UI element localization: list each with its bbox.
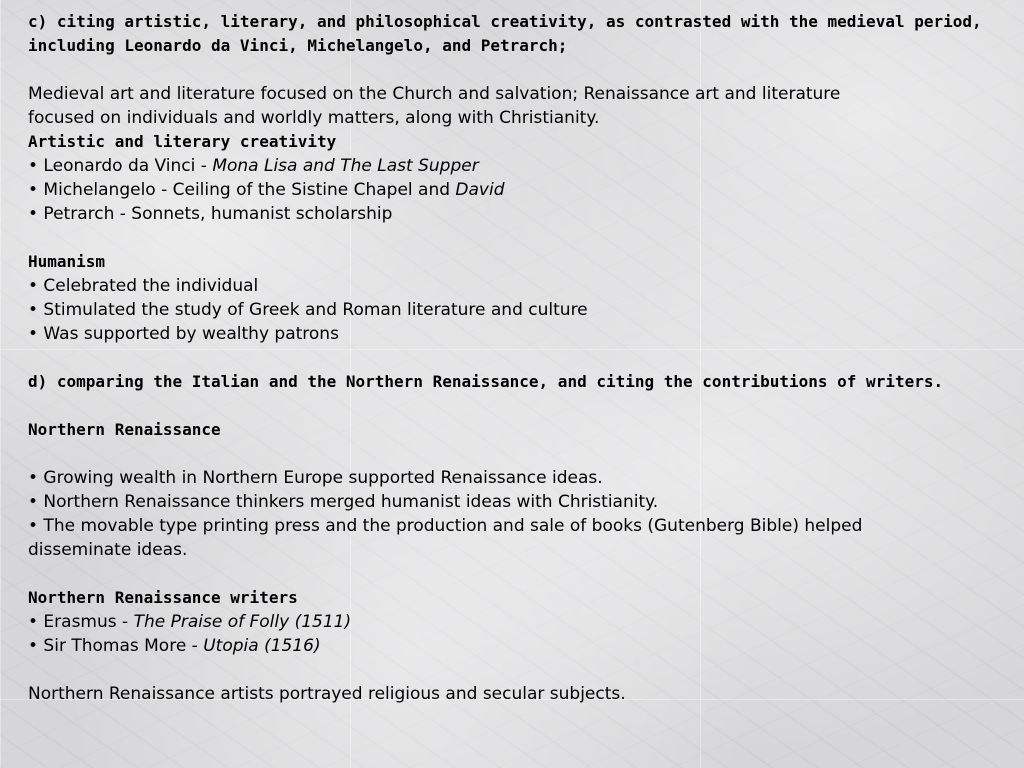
humanism-item: • Was supported by wealthy patrons (28, 324, 339, 344)
slide-content (28, 10, 1003, 706)
humanism-item: • Celebrated the individual (28, 276, 259, 296)
press-line-2: disseminate ideas. (28, 540, 188, 560)
northern-item: • Growing wealth in Northern Europe supported Renaissance ideas. (28, 468, 603, 488)
list-item-michelangelo: • Michelangelo - Ceiling of the Sistine Chapel and David (28, 180, 505, 200)
writer-more: • Sir Thomas More - Utopia (1516) (28, 636, 321, 656)
list-item-petrarch: • Petrarch - Sonnets, humanist scholarship (28, 204, 393, 224)
list-item-leonardo: • Leonardo da Vinci - Mona Lisa and The Last Supper (28, 156, 479, 176)
section-c-heading-line-2: including Leonardo da Vinci, Michelangelo, and Petrarch; (28, 36, 568, 55)
humanism-title: Humanism (28, 252, 106, 271)
writer-erasmus: • Erasmus - The Praise of Folly (1511) (28, 612, 352, 632)
intro-line-2: focused on individuals and worldly matters, along with Christianity. (28, 108, 600, 128)
northern-title: Northern Renaissance (28, 420, 221, 439)
press-line-1: • The movable type printing press and the production and sale of books (Gutenberg Bible) helped (28, 516, 863, 536)
erasmus-work: The Praise of Folly (1511) (133, 612, 352, 632)
creativity-title: Artistic and literary creativity (28, 132, 337, 151)
intro-line-1: Medieval art and literature focused on the Church and salvation; Renaissance art and literature (28, 84, 841, 104)
section-c-heading-line-1: c) citing artistic, literary, and philosophical creativity, as contrasted with the medieval period, (28, 12, 982, 31)
leonardo-works: Mona Lisa and The Last Supper (212, 156, 479, 176)
section-d-heading: d) comparing the Italian and the Northern Renaissance, and citing the contributions of writers. (28, 372, 944, 391)
northern-item: • Northern Renaissance thinkers merged humanist ideas with Christianity. (28, 492, 659, 512)
writers-title: Northern Renaissance writers (28, 588, 298, 607)
more-work: Utopia (1516) (203, 636, 321, 656)
closing-line: Northern Renaissance artists portrayed religious and secular subjects. (28, 684, 626, 704)
michelangelo-work: David (455, 180, 505, 200)
humanism-item: • Stimulated the study of Greek and Roman literature and culture (28, 300, 588, 320)
